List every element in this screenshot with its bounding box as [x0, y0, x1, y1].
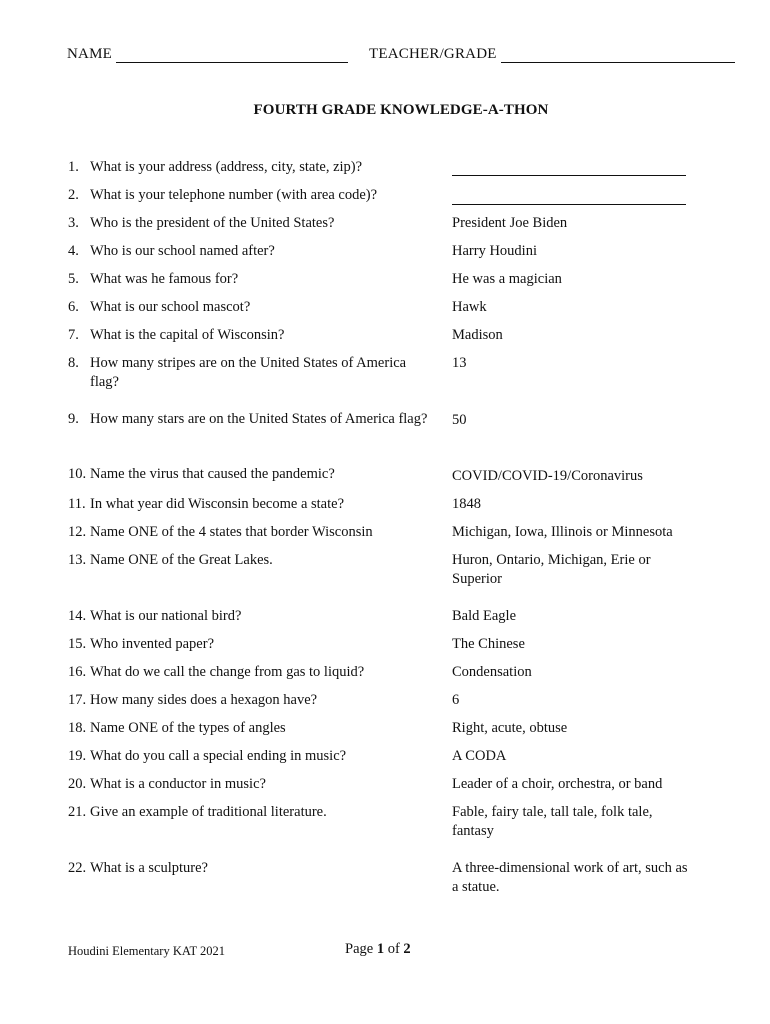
question-number: 22. [68, 860, 87, 876]
answer-text: He was a magician [452, 271, 562, 287]
question-number: 2. [68, 187, 79, 203]
question-item [68, 719, 428, 738]
question-item [68, 270, 428, 289]
question-item [68, 775, 428, 794]
question-number: 7. [68, 327, 79, 343]
question-text: In what year did Wisconsin become a state? [90, 496, 345, 512]
question-item [68, 859, 428, 878]
question-text: Who invented paper? [90, 636, 215, 652]
question-text: Who is our school named after? [90, 243, 275, 259]
answer-text: Leader of a choir, orchestra, or band [452, 776, 663, 792]
question-text: How many stripes are on the United States of America flag? [90, 355, 407, 390]
answer-text: Condensation [452, 664, 532, 680]
name-label: NAME [67, 46, 112, 62]
question-number: 15. [68, 636, 87, 652]
question-item [68, 326, 428, 345]
question-number: 11. [68, 496, 86, 512]
question-item [68, 551, 428, 570]
question-text: Name ONE of the types of angles [90, 720, 286, 736]
page-prefix: Page [345, 941, 374, 957]
header-row [67, 46, 737, 68]
question-number: 18. [68, 720, 87, 736]
question-item [68, 354, 428, 392]
question-text: Name ONE of the Great Lakes. [90, 552, 273, 568]
name-field [67, 46, 348, 63]
question-number: 8. [68, 355, 79, 371]
question-text: How many sides does a hexagon have? [90, 692, 318, 708]
question-item [68, 523, 428, 542]
question-text: Name ONE of the 4 states that border Wisconsin [90, 524, 373, 540]
question-number: 9. [68, 411, 79, 427]
question-item [68, 410, 428, 429]
question-text: What is a sculpture? [90, 860, 208, 876]
answer-text: 50 [452, 412, 467, 428]
question-number: 1. [68, 159, 79, 175]
question-item [68, 635, 428, 654]
question-text: What is a conductor in music? [90, 776, 266, 792]
answer-text: Michigan, Iowa, Illinois or Minnesota [452, 524, 673, 540]
answer-text: A CODA [452, 748, 507, 764]
question-item [68, 214, 428, 233]
teacher-grade-blank-line[interactable] [501, 48, 735, 63]
answer-text: 6 [452, 692, 460, 708]
question-number: 17. [68, 692, 87, 708]
question-number: 13. [68, 552, 87, 568]
question-item [68, 803, 428, 822]
question-number: 10. [68, 466, 87, 482]
question-item [68, 465, 428, 484]
answer-text: Madison [452, 327, 503, 343]
question-item [68, 495, 428, 514]
answer-text: 1848 [452, 496, 481, 512]
question-item [68, 242, 428, 261]
answer-text: Huron, Ontario, Michigan, Erie or Superior [452, 552, 651, 587]
question-number: 21. [68, 804, 87, 820]
question-item [68, 298, 428, 317]
question-text: Name the virus that caused the pandemic? [90, 466, 335, 482]
question-item [68, 158, 428, 177]
teacher-grade-field [369, 46, 735, 63]
question-text: Who is the president of the United States? [90, 215, 335, 231]
page-indicator [345, 941, 411, 958]
question-number: 20. [68, 776, 87, 792]
question-number: 5. [68, 271, 79, 287]
question-item [68, 607, 428, 626]
answer-text: 13 [452, 355, 467, 371]
answer-text: Bald Eagle [452, 608, 517, 624]
page-number: 1 [376, 941, 385, 957]
answer-text: A three-dimensional work of art, such as a statue. [452, 860, 688, 895]
answer-text: The Chinese [452, 636, 525, 652]
question-text: What is our national bird? [90, 608, 242, 624]
question-number: 3. [68, 215, 79, 231]
page-title: FOURTH GRADE KNOWLEDGE-A-THON [253, 102, 549, 118]
answer-blank-line[interactable] [452, 186, 686, 205]
question-text: What is your address (address, city, state, zip)? [90, 159, 363, 175]
page-of: of [387, 941, 400, 957]
answer-text: Harry Houdini [452, 243, 537, 259]
question-number: 16. [68, 664, 87, 680]
answer-blank-line[interactable] [452, 158, 686, 176]
answer-text: Hawk [452, 299, 487, 315]
question-number: 4. [68, 243, 79, 259]
question-text: What is the capital of Wisconsin? [90, 327, 285, 343]
question-text: What is your telephone number (with area code)? [90, 187, 378, 203]
question-number: 12. [68, 524, 87, 540]
question-text: What is our school mascot? [90, 299, 251, 315]
page-total: 2 [403, 941, 411, 957]
question-item [68, 747, 428, 766]
answer-text: President Joe Biden [452, 215, 568, 231]
question-text: What was he famous for? [90, 271, 239, 287]
question-item [68, 663, 428, 682]
footer-school-label: Houdini Elementary KAT 2021 [68, 944, 226, 958]
answer-text: COVID/COVID-19/Coronavirus [452, 468, 643, 484]
question-number: 19. [68, 748, 87, 764]
name-blank-line[interactable] [116, 48, 348, 63]
question-number: 14. [68, 608, 87, 624]
question-text: What do you call a special ending in music? [90, 748, 347, 764]
teacher-grade-label: TEACHER/GRADE [369, 46, 497, 62]
question-text: How many stars are on the United States of America flag? [90, 411, 428, 427]
question-text: What do we call the change from gas to liquid? [90, 664, 365, 680]
question-item [68, 186, 428, 205]
question-text: Give an example of traditional literature. [90, 804, 327, 820]
answer-text: Right, acute, obtuse [452, 720, 568, 736]
question-number: 6. [68, 299, 79, 315]
answer-text: Fable, fairy tale, tall tale, folk tale, fantasy [452, 804, 653, 839]
question-item [68, 691, 428, 710]
